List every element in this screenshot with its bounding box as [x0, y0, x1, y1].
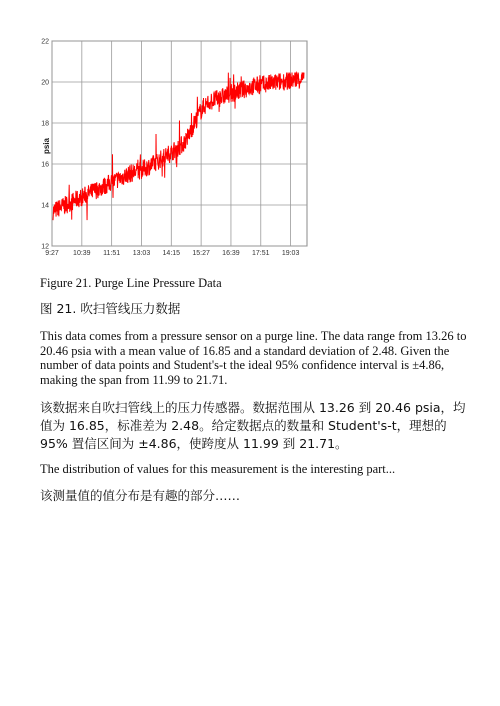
x-tick-labels: [45, 250, 299, 257]
y-tick-label: 14: [41, 202, 49, 210]
x-tick-label: 13:03: [132, 250, 151, 257]
x-tick-label: 17:51: [252, 250, 270, 257]
figure-caption-zh: 图 21. 吹扫管线压力数据: [40, 301, 181, 316]
x-tick-label: 10:39: [73, 250, 91, 257]
y-tick-label: 22: [41, 38, 49, 46]
y-tick-label: 20: [41, 79, 49, 87]
x-tick-label: 16:39: [222, 250, 240, 257]
pressure-chart: [30, 30, 320, 265]
paragraph-2-en: The distribution of values for this measurement is the interesting part...: [40, 462, 396, 476]
paragraph-2-zh: 该测量值的值分布是有趣的部分……: [40, 488, 241, 503]
y-axis-label: psia: [42, 137, 51, 155]
x-tick-label: 9:27: [45, 250, 59, 257]
paragraph-1-en: This data comes from a pressure sensor on a purge line. The data range from 13.26 to 20.46 psia with a mean value of 16.85 and a standard deviation of 2.48. Given the number of data points and Student's-t the ideal 95% confidence interval is ±4.86, making the span from 11.99 to 21.71.: [40, 329, 467, 387]
x-tick-label: 15:27: [192, 250, 210, 257]
y-tick-label: 12: [41, 243, 49, 251]
x-tick-label: 11:51: [103, 250, 121, 257]
y-tick-label: 16: [41, 161, 49, 169]
y-tick-label: 18: [41, 120, 49, 128]
x-tick-label: 14:15: [162, 250, 181, 257]
figure-caption-en: Figure 21. Purge Line Pressure Data: [40, 276, 222, 290]
paragraph-1-zh: 该数据来自吹扫管线上的压力传感器。数据范围从 13.26 到 20.46 psia，均值为 16.85，标准差为 2.48。给定数据点的数量和 Student's-t，理想的 95% 置信区间为 ±4.86，使跨度从 11.99 到 21.71。: [40, 400, 466, 451]
x-tick-label: 19:03: [281, 250, 300, 257]
